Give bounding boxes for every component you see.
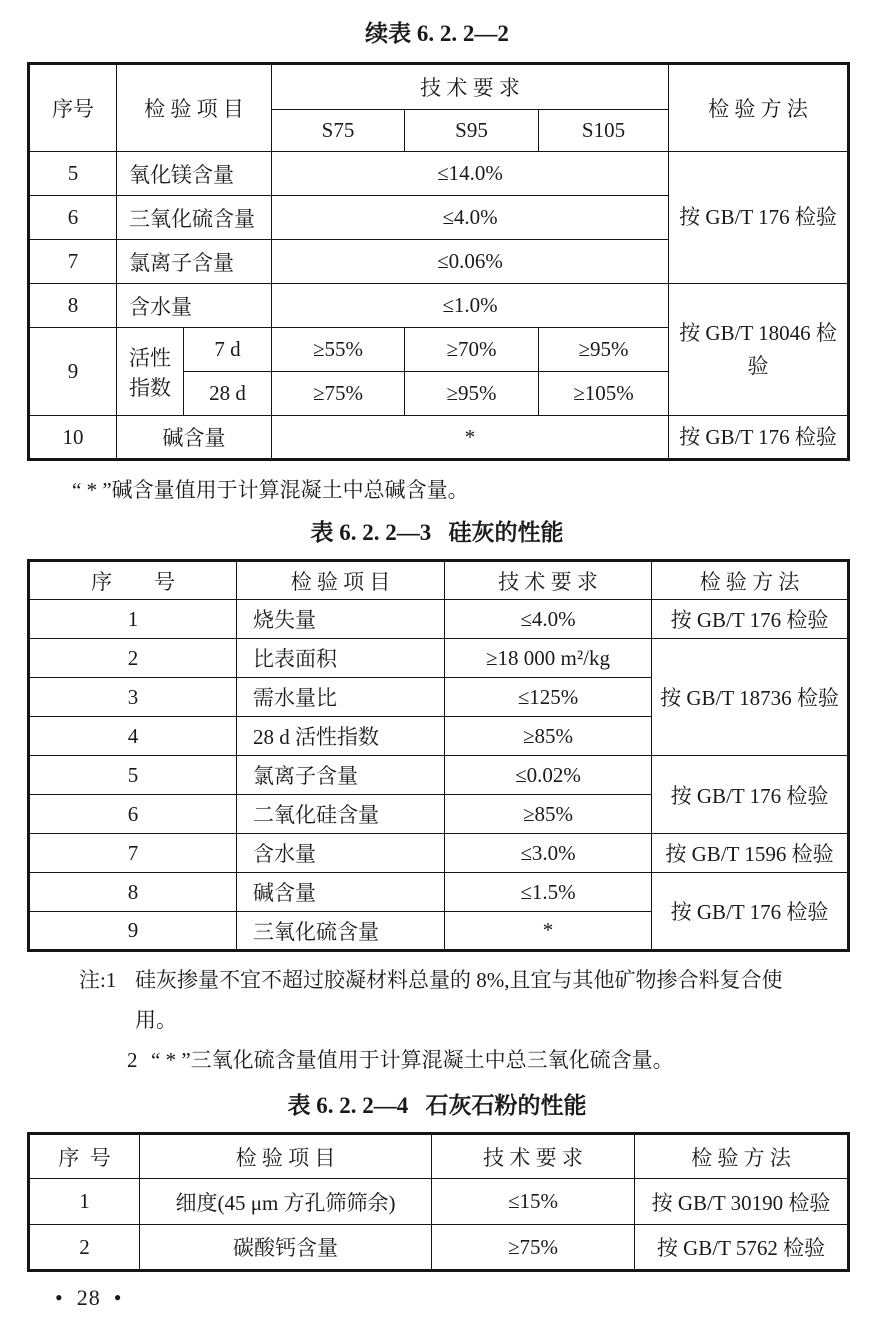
header-item: 检 验 项 目 [140, 1134, 432, 1179]
cell-value: * [445, 912, 652, 951]
table-slag-performance-continued [27, 62, 850, 461]
table1-footnote: “ * ”碱含量值用于计算混凝土中总碱含量。 [72, 478, 469, 502]
table2-notes [27, 960, 847, 1080]
cell-method: 按 GB/T 176 检验 [652, 756, 849, 834]
table-row [29, 1179, 849, 1225]
header-method: 检 验 方 法 [669, 64, 849, 152]
cell-item: 氧化镁含量 [117, 152, 272, 196]
cell-seq: 6 [29, 196, 117, 240]
header-item: 检 验 项 目 [237, 561, 445, 600]
table-header-row [29, 1134, 849, 1179]
header-seq: 序号 [29, 64, 117, 152]
header-tech: 技 术 要 求 [432, 1134, 635, 1179]
cell-age: 7 d [184, 328, 272, 372]
cell-value: ≤3.0% [445, 834, 652, 873]
header-tech: 技 术 要 求 [445, 561, 652, 600]
cell-seq: 7 [29, 834, 237, 873]
table-header-row [29, 64, 849, 110]
cell-method: 按 GB/T 176 检验 [669, 416, 849, 460]
note-2-label: 2 [127, 1048, 138, 1072]
cell-value: ≤4.0% [445, 600, 652, 639]
table-limestone-powder-performance [27, 1132, 850, 1272]
cell-value: ≤1.0% [272, 284, 669, 328]
note-1-label: 注:1 [79, 968, 117, 992]
header-item: 检 验 项 目 [117, 64, 272, 152]
note-1-text: 硅灰掺量不宜不超过胶凝材料总量的 8%,且宜与其他矿物掺合料复合使用。 [135, 968, 783, 1032]
cell-seq: 2 [29, 639, 237, 678]
cell-item: 碱含量 [117, 416, 272, 460]
cell-seq: 2 [29, 1225, 140, 1271]
cell-item: 比表面积 [237, 639, 445, 678]
header-seq: 序 号 [29, 561, 237, 600]
note-1 [27, 960, 847, 1040]
cell-seq: 7 [29, 240, 117, 284]
cell-method: 按 GB/T 1596 检验 [652, 834, 849, 873]
cell-item: 三氧化硫含量 [237, 912, 445, 951]
header-seq: 序 号 [29, 1134, 140, 1179]
cell-item: 含水量 [117, 284, 272, 328]
cell-item-activity [117, 328, 184, 416]
header-grade-s105: S105 [539, 110, 669, 152]
page-number: • 28 • [55, 1285, 123, 1310]
header-method: 检 验 方 法 [652, 561, 849, 600]
cell-method: 按 GB/T 30190 检验 [635, 1179, 849, 1225]
table-row [29, 284, 849, 328]
cell-seq: 4 [29, 717, 237, 756]
cell-seq: 6 [29, 795, 237, 834]
table2-title: 表 6. 2. 2—3 硅灰的性能 [310, 520, 564, 545]
note-2 [27, 1040, 847, 1080]
cell-value: ≥18 000 m²/kg [445, 639, 652, 678]
cell-value: ≥75% [432, 1225, 635, 1271]
activity-index-line2: 指数 [129, 375, 171, 400]
cell-method: 按 GB/T 176 检验 [652, 600, 849, 639]
cell-item: 氯离子含量 [237, 756, 445, 795]
activity-index-line1: 活性 [129, 345, 171, 370]
cell-value: ≤15% [432, 1179, 635, 1225]
cell-value: ≥105% [539, 372, 669, 416]
table3-title: 表 6. 2. 2—4 石灰石粉的性能 [287, 1093, 587, 1118]
cell-seq: 5 [29, 756, 237, 795]
cell-item: 28 d 活性指数 [237, 717, 445, 756]
cell-seq: 1 [29, 600, 237, 639]
cell-item: 氯离子含量 [117, 240, 272, 284]
table-row [29, 152, 849, 196]
cell-value: ≤0.02% [445, 756, 652, 795]
cell-value: ≥95% [405, 372, 539, 416]
cell-item: 细度(45 μm 方孔筛筛余) [140, 1179, 432, 1225]
cell-value: ≤125% [445, 678, 652, 717]
cell-age: 28 d [184, 372, 272, 416]
cell-item: 碳酸钙含量 [140, 1225, 432, 1271]
cell-item: 三氧化硫含量 [117, 196, 272, 240]
cell-seq: 3 [29, 678, 237, 717]
note-2-text: “ * ”三氧化硫含量值用于计算混凝土中总三氧化硫含量。 [151, 1048, 674, 1072]
cell-seq: 9 [29, 912, 237, 951]
cell-value: ≤0.06% [272, 240, 669, 284]
cell-value: * [272, 416, 669, 460]
cell-item: 需水量比 [237, 678, 445, 717]
table-row [29, 873, 849, 912]
header-grade-s95: S95 [405, 110, 539, 152]
cell-item: 二氧化硅含量 [237, 795, 445, 834]
cell-value: ≥55% [272, 328, 405, 372]
cell-seq: 8 [29, 873, 237, 912]
cell-method: 按 GB/T 176 检验 [669, 152, 849, 284]
cell-method: 按 GB/T 18046 检验 [669, 284, 849, 416]
cell-value: ≥85% [445, 795, 652, 834]
cell-value: ≥70% [405, 328, 539, 372]
cell-value: ≤14.0% [272, 152, 669, 196]
table1-title: 续表 6. 2. 2—2 [365, 21, 509, 46]
cell-seq: 8 [29, 284, 117, 328]
cell-method: 按 GB/T 5762 检验 [635, 1225, 849, 1271]
table-row [29, 1225, 849, 1271]
header-method: 检 验 方 法 [635, 1134, 849, 1179]
table-silica-fume-performance [27, 559, 850, 952]
table-row [29, 416, 849, 460]
cell-value: ≤1.5% [445, 873, 652, 912]
cell-seq: 1 [29, 1179, 140, 1225]
table-header-row [29, 561, 849, 600]
cell-value: ≥85% [445, 717, 652, 756]
cell-value: ≥95% [539, 328, 669, 372]
cell-seq: 5 [29, 152, 117, 196]
cell-value: ≥75% [272, 372, 405, 416]
table-row [29, 834, 849, 873]
cell-method: 按 GB/T 176 检验 [652, 873, 849, 951]
cell-value: ≤4.0% [272, 196, 669, 240]
cell-item: 碱含量 [237, 873, 445, 912]
header-grade-s75: S75 [272, 110, 405, 152]
cell-method: 按 GB/T 18736 检验 [652, 639, 849, 756]
table-row [29, 639, 849, 678]
cell-seq: 9 [29, 328, 117, 416]
header-tech: 技 术 要 求 [272, 64, 669, 110]
table-row [29, 756, 849, 795]
cell-item: 含水量 [237, 834, 445, 873]
cell-item: 烧失量 [237, 600, 445, 639]
table-row [29, 600, 849, 639]
cell-seq: 10 [29, 416, 117, 460]
